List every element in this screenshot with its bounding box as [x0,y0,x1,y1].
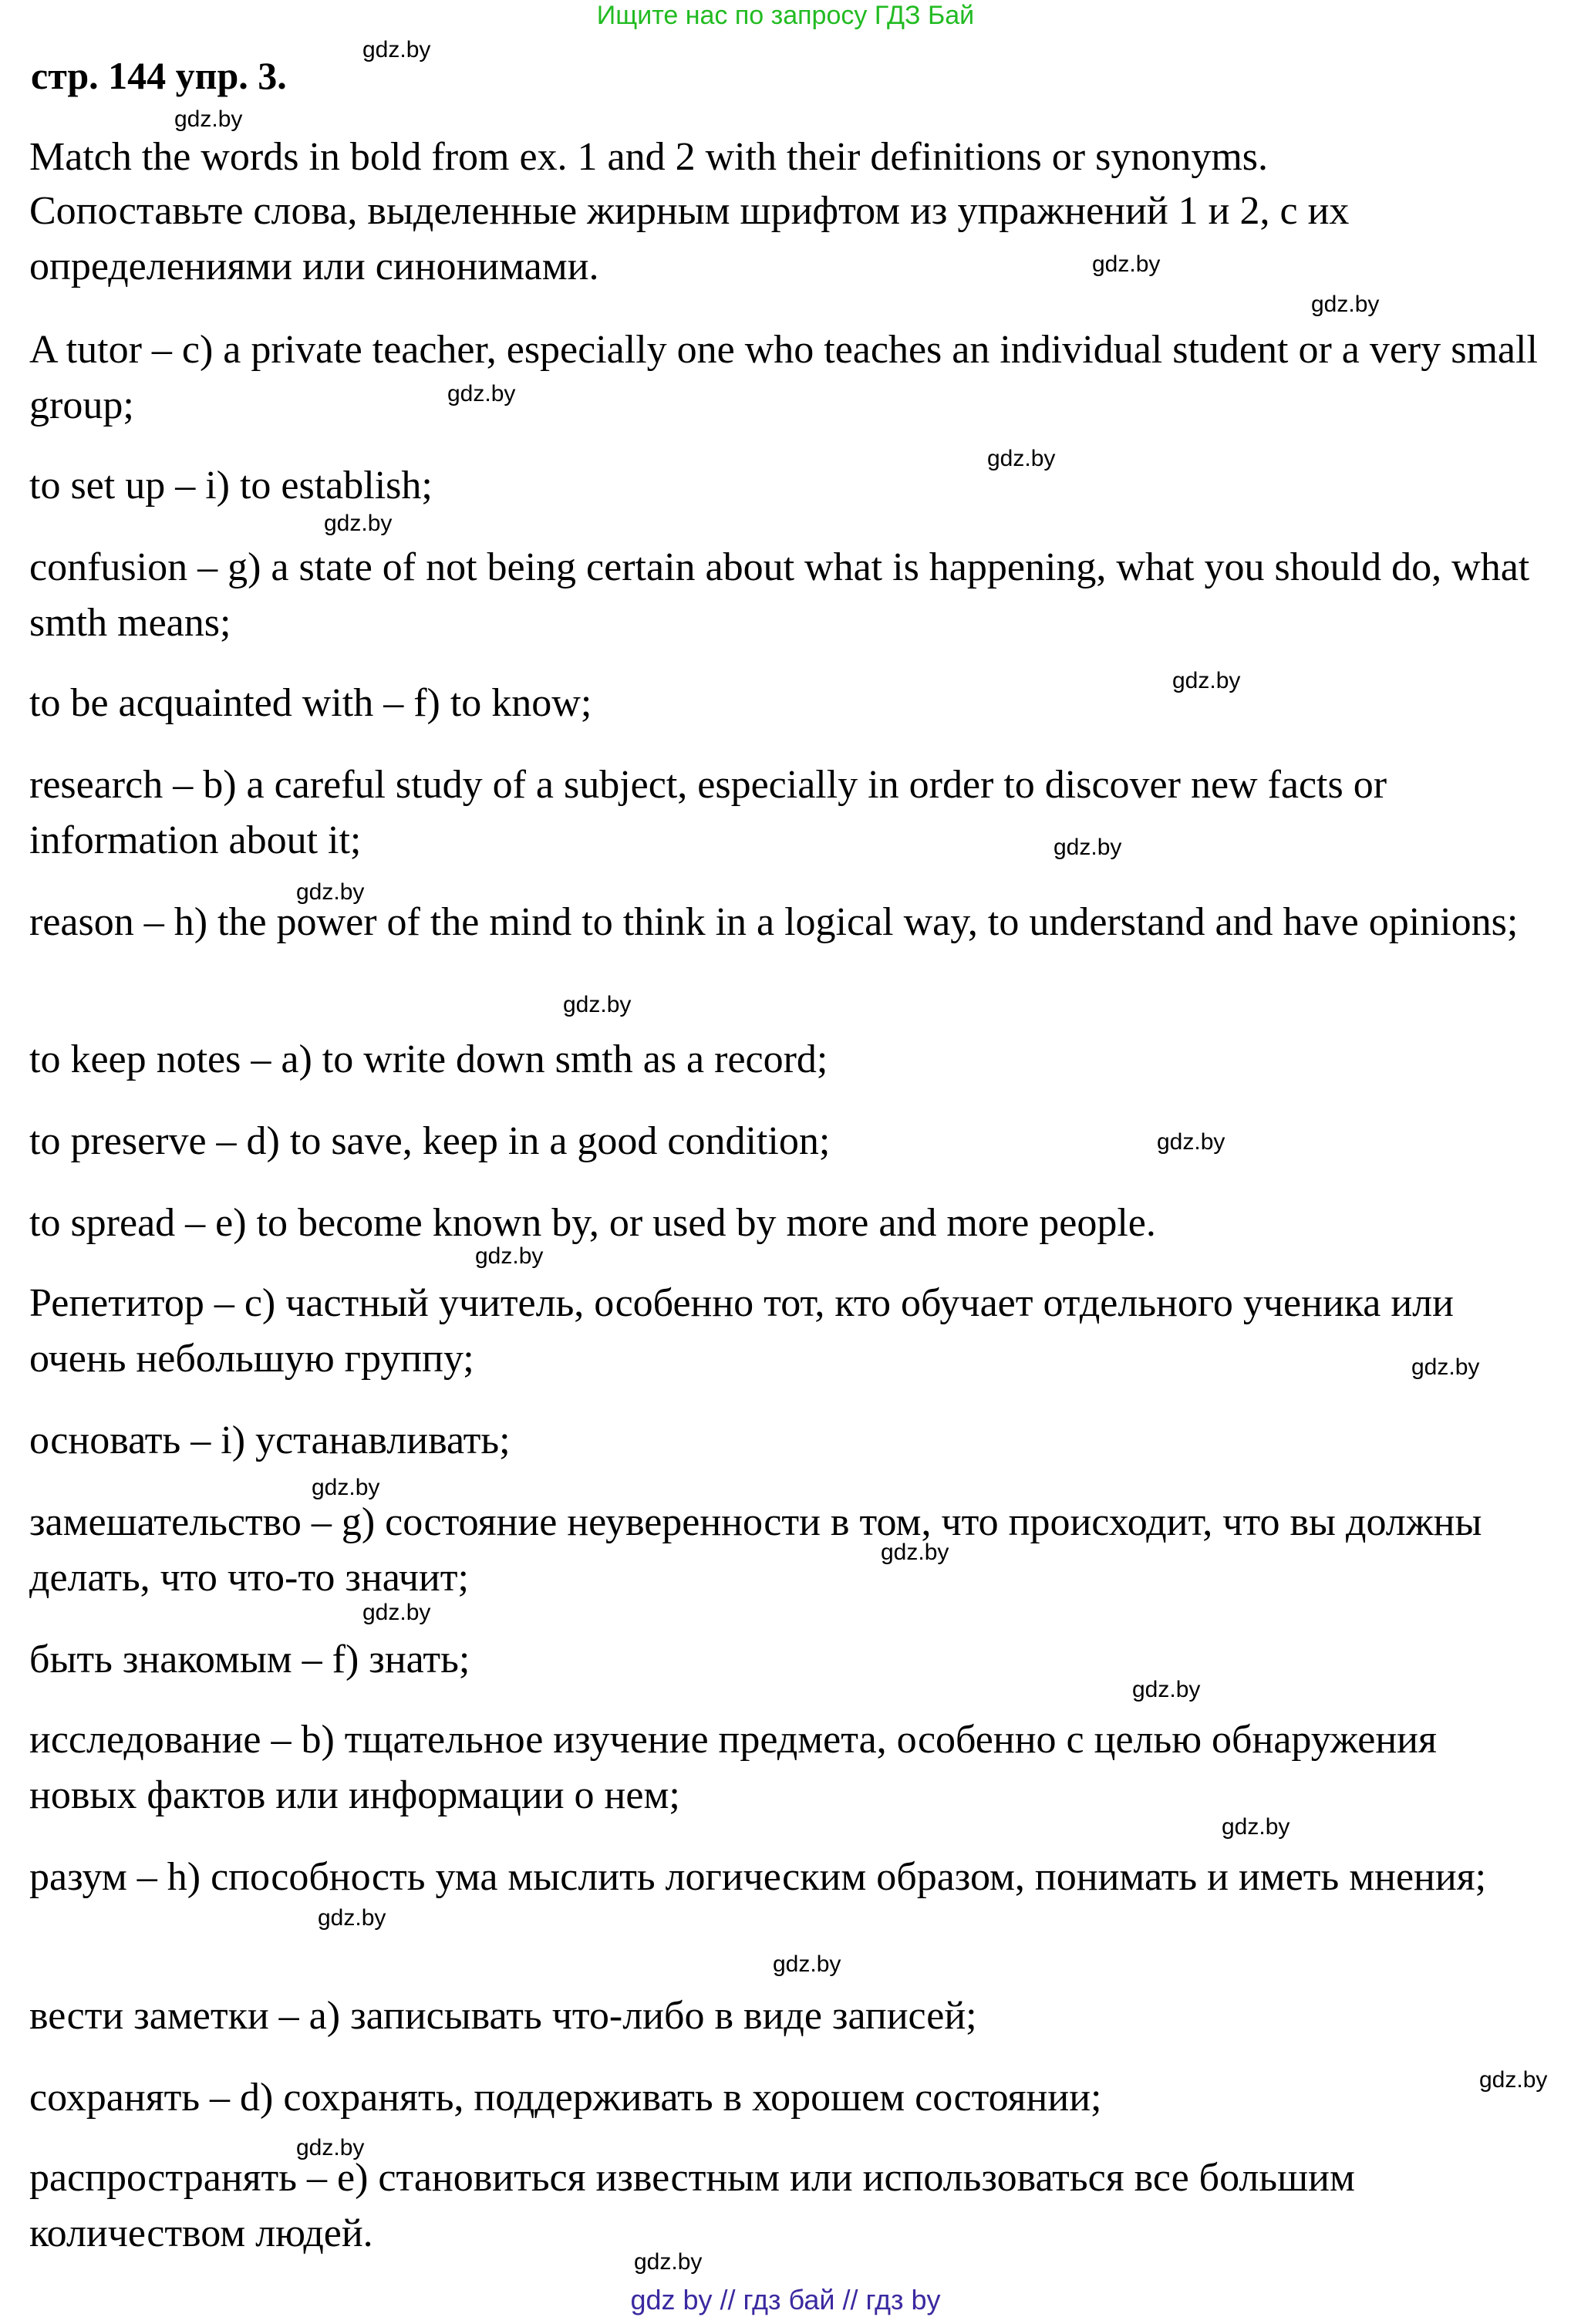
answer-en-8: to preserve – d) to save, keep in a good condition; [29,1119,831,1163]
watermark: gdz.by [324,511,393,536]
answer-ru-1: Репетитор – c) частный учитель, особенно тот, кто обучает отдельного ученика или очень небольшую группу; [29,1281,1454,1381]
watermark: gdz.by [634,2249,703,2275]
answer-ru-9: распространять – e) становиться известным или использоваться все большим количеством людей. [29,2156,1355,2255]
answer-en-1: A tutor – c) a private teacher, especially one who teaches an individual student or a very small group; [29,328,1538,427]
watermark: gdz.by [174,106,243,132]
watermark: gdz.by [1311,292,1380,317]
answer-en-4: to be acquainted with – f) to know; [29,681,592,725]
page-title: стр. 144 упр. 3. [31,54,287,97]
watermark: gdz.by [1092,251,1161,277]
answer-ru-6: разум – h) способность ума мыслить логическим образом, понимать и иметь мнения; [29,1855,1487,1899]
watermark: gdz.by [475,1243,544,1269]
watermark: gdz.by [563,992,632,1017]
watermark: gdz.by [1222,1814,1290,1840]
watermark: gdz.by [1157,1129,1225,1155]
answer-ru-7: вести заметки – a) записывать что-либо в виде записей; [29,1994,977,2038]
watermark: gdz.by [296,2135,365,2160]
watermark: gdz.by [1132,1677,1201,1702]
footer-links: gdz by // гдз бай // гдз by [630,2284,941,2316]
answer-en-7: to keep notes – a) to write down smth as a record; [29,1037,828,1081]
task-english: Match the words in bold from ex. 1 and 2 with their definitions or synonyms. [29,135,1269,179]
answer-ru-4: быть знакомым – f) знать; [29,1638,470,1681]
watermark: gdz.by [1411,1354,1480,1380]
task-russian: Сопоставьте слова, выделенные жирным шрифтом из упражнений 1 и 2, с их определениями или синонимами. [29,189,1350,288]
watermark: gdz.by [312,1475,380,1500]
answer-ru-2: основать – i) устанавливать; [29,1418,511,1462]
watermark: gdz.by [1054,835,1122,860]
answer-en-3: confusion – g) a state of not being certain about what is happening, what you should do, what smth means; [29,545,1530,645]
watermark: gdz.by [318,1905,386,1931]
answer-ru-3: замешательство – g) состояние неуверенности в том, что происходит, что вы должны делать, что что-то значит; [29,1500,1482,1600]
watermark: gdz.by [362,37,431,62]
watermark: gdz.by [296,879,365,905]
answer-en-9: to spread – e) to become known by, or used by more and more people. [29,1201,1156,1245]
watermark: gdz.by [1479,2067,1548,2093]
answer-en-6: reason – h) the power of the mind to think in a logical way, to understand and have opinions; [29,900,1519,944]
watermark: gdz.by [987,446,1056,471]
watermark: gdz.by [362,1600,431,1625]
answer-ru-8: сохранять – d) сохранять, поддерживать в хорошем состоянии; [29,2076,1102,2120]
answer-en-2: to set up – i) to establish; [29,464,433,508]
watermark: gdz.by [447,381,516,406]
watermark: gdz.by [773,1951,841,1977]
answer-en-5: research – b) a careful study of a subject, especially in order to discover new facts or information about it; [29,763,1387,862]
watermark: gdz.by [1172,668,1241,693]
answer-ru-5: исследование – b) тщательное изучение предмета, особенно с целью обнаружения новых фактов или информации о нем; [29,1718,1437,1817]
search-banner: Ищите нас по запросу ГДЗ Бай [596,1,975,30]
watermark: gdz.by [881,1540,949,1565]
